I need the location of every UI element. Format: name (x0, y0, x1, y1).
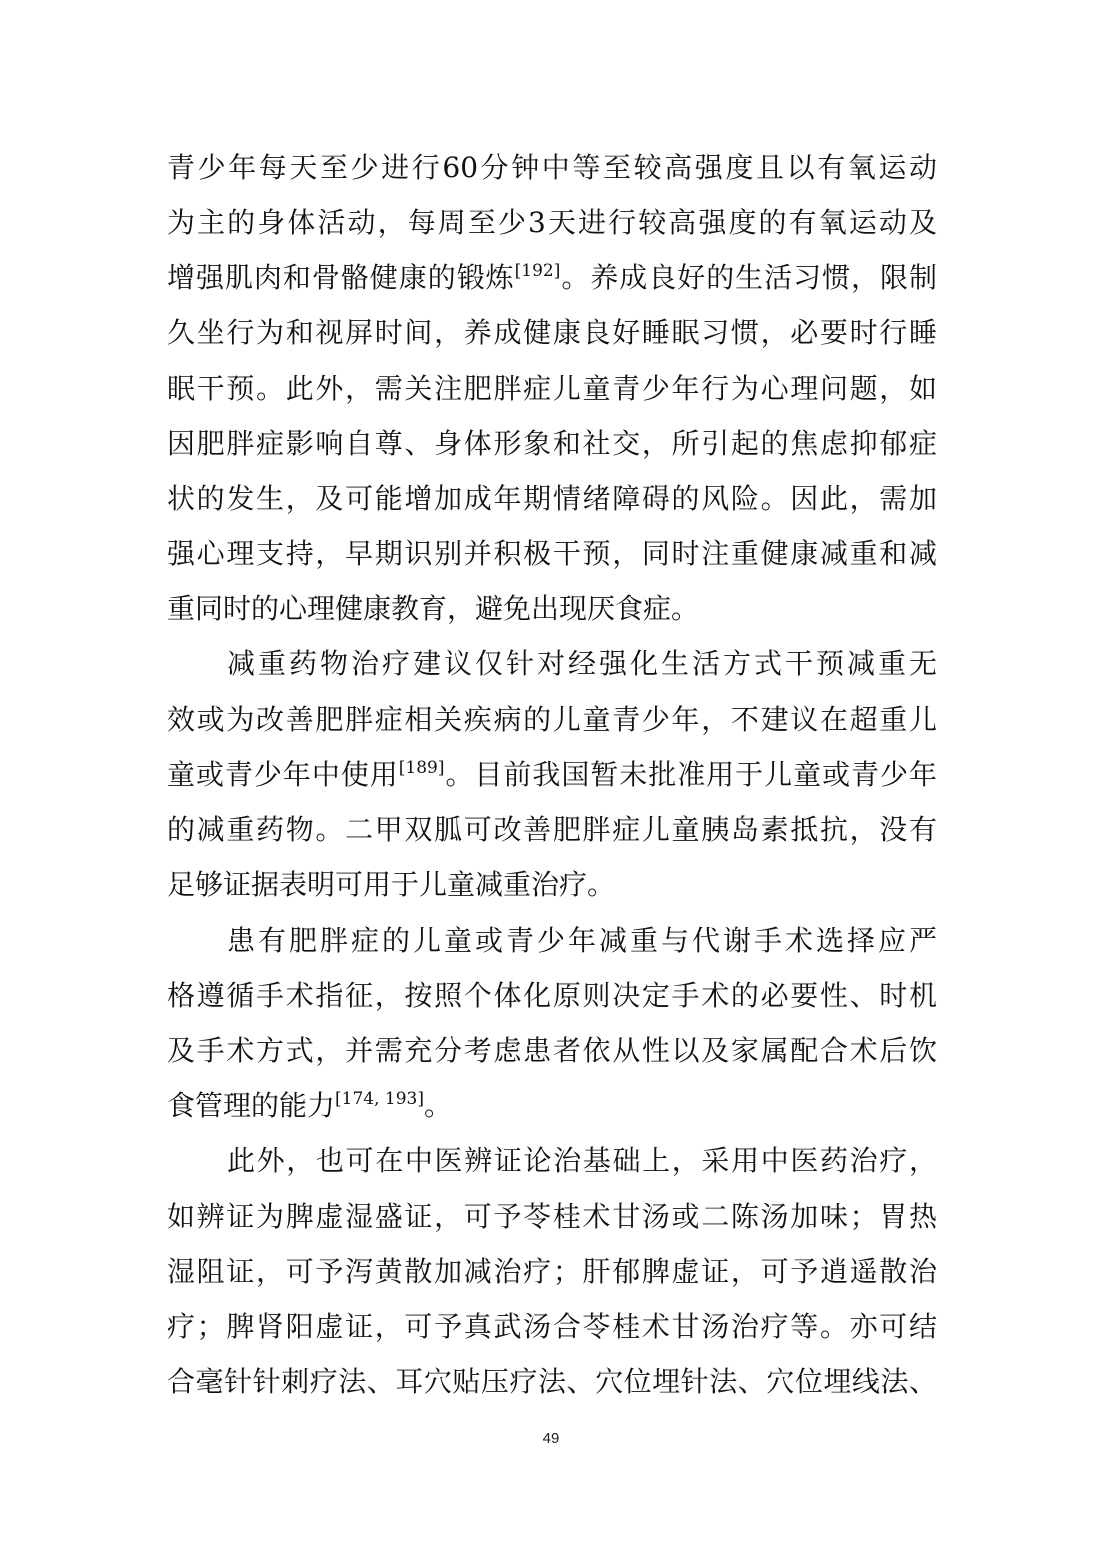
text-line: 患有肥胖症的儿童或青少年减重与代谢手术选择应严 (227, 924, 937, 957)
text-line: 增强肌肉和骨骼健康的锻炼[192]。养成良好的生活习惯，限制 (167, 261, 937, 294)
text-line: 久坐行为和视屏时间，养成健康良好睡眠习惯，必要时行睡 (167, 316, 937, 349)
text-line: 重同时的心理健康教育，避免出现厌食症。 (167, 592, 700, 625)
text-line: 疗；脾肾阳虚证，可予真武汤合苓桂术甘汤治疗等。亦可结 (167, 1310, 937, 1343)
text-line: 如辨证为脾虚湿盛证，可予苓桂术甘汤或二陈汤加味；胃热 (167, 1200, 937, 1233)
text-line: 状的发生，及可能增加成年期情绪障碍的风险。因此，需加 (167, 482, 937, 515)
text-line: 的减重药物。二甲双胍可改善肥胖症儿童胰岛素抵抗，没有 (167, 813, 937, 846)
citation: [189] (398, 758, 445, 778)
text-line: 此外，也可在中医辨证论治基础上，采用中医药治疗， (227, 1144, 937, 1177)
text-line: 格遵循手术指征，按照个体化原则决定手术的必要性、时机 (167, 979, 937, 1012)
text-line: 足够证据表明可用于儿童减重治疗。 (167, 868, 616, 901)
text-line: 减重药物治疗建议仅针对经强化生活方式干预减重无 (227, 647, 937, 680)
text-line: 效或为改善肥胖症相关疾病的儿童青少年，不建议在超重儿 (167, 703, 937, 736)
text-line: 食管理的能力[174, 193]。 (167, 1089, 452, 1122)
text-line: 青少年每天至少进行60分钟中等至较高强度且以有氧运动 (167, 151, 937, 184)
text-line: 合毫针针刺疗法、耳穴贴压疗法、穴位埋针法、穴位埋线法、 (167, 1365, 937, 1398)
text-line: 湿阻证，可予泻黄散加减治疗；肝郁脾虚证，可予逍遥散治 (167, 1255, 937, 1288)
text-line: 及手术方式，并需充分考虑患者依从性以及家属配合术后饮 (167, 1034, 937, 1067)
text-line: 眠干预。此外，需关注肥胖症儿童青少年行为心理问题，如 (167, 372, 937, 405)
text-line: 为主的身体活动，每周至少3天进行较高强度的有氧运动及 (167, 206, 937, 239)
text-line: 强心理支持，早期识别并积极干预，同时注重健康减重和减 (167, 537, 937, 570)
citation: [174, 193] (335, 1089, 424, 1109)
text-line: 童或青少年中使用[189]。目前我国暂未批准用于儿童或青少年 (167, 758, 937, 791)
page-number: 49 (542, 1430, 560, 1447)
citation: [192] (514, 261, 561, 281)
text-line: 因肥胖症影响自尊、身体形象和社交，所引起的焦虑抑郁症 (167, 427, 937, 460)
